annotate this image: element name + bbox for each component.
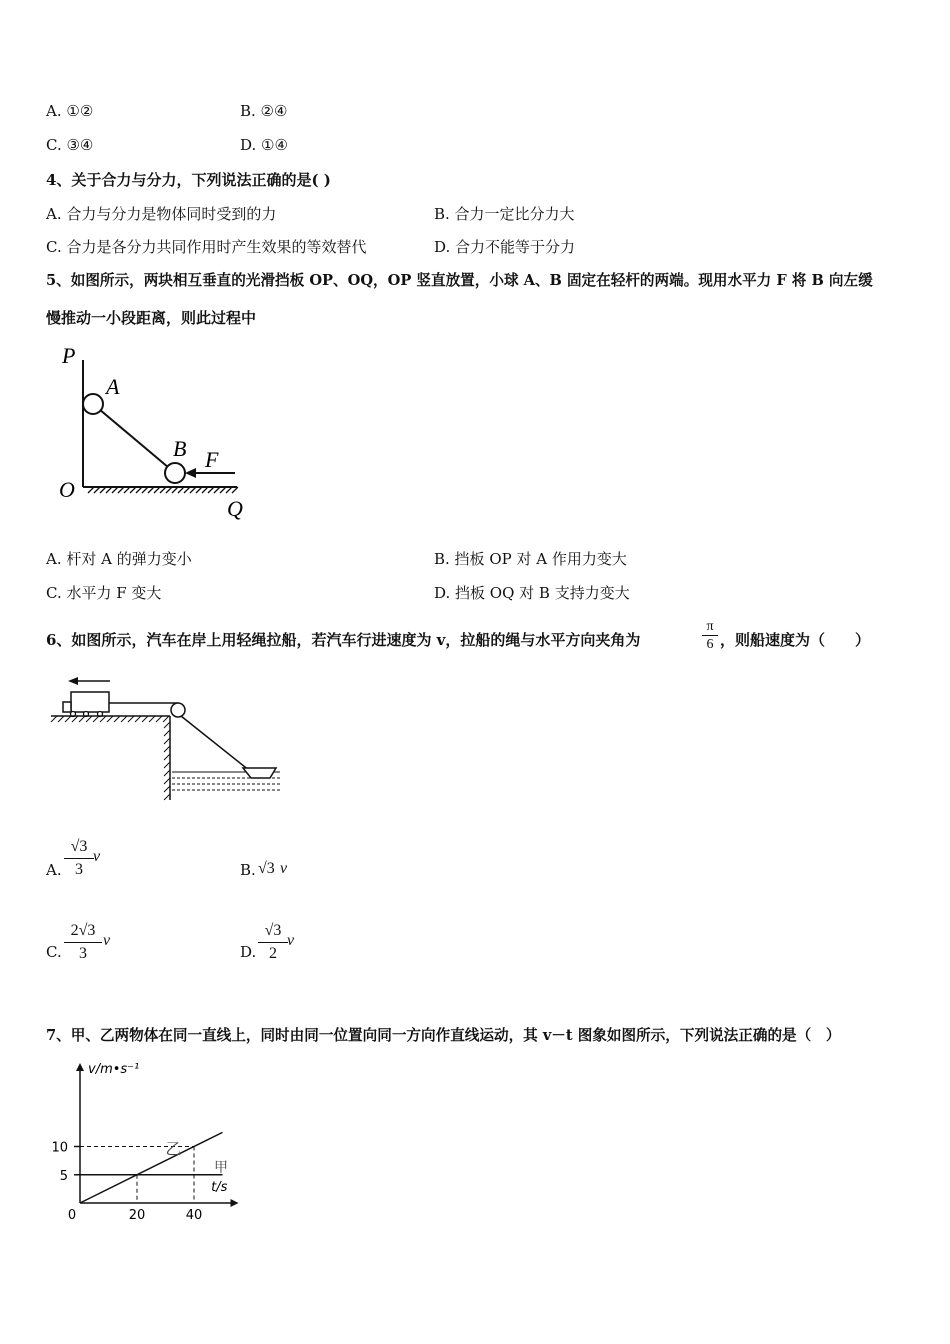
x-axis-arrow: [231, 1199, 239, 1207]
q6-option-a-fraction: [64, 836, 94, 881]
q6-angle-fraction: [702, 618, 718, 653]
q5-stem-line1: 5、如图所示，两块相互垂直的光滑挡板 OP、OQ，OP 竖直放置，小球 A、B 固定在轻杆的两端。现用水平力 F 将 B 向左缓: [46, 272, 873, 289]
direction-arrow: [68, 677, 110, 685]
chart-labels: [51, 1062, 227, 1220]
x-axis-label: t/s: [211, 1180, 228, 1195]
option-a-var: v: [93, 848, 101, 865]
series-line-yi: [80, 1132, 223, 1203]
series-label-jia: 甲: [213, 1159, 228, 1176]
q3-option-d: D. ①④: [240, 136, 288, 154]
label-a: A: [106, 374, 120, 399]
q4-stem: 4、关于合力与分力，下列说法正确的是( ): [46, 171, 331, 189]
chart-series: [80, 1132, 223, 1203]
label-q: Q: [227, 496, 243, 521]
q3-option-a: A. ①②: [46, 102, 94, 120]
option-c-var: v: [103, 932, 111, 949]
q7-stem: 7、甲、乙两物体在同一直线上，同时由同一位置向同一方向作直线运动，其 v－t 图象如图所示，下列说法正确的是（ ）: [46, 1027, 841, 1044]
q5-option-d: D. 挡板 OQ 对 B 支持力变大: [434, 584, 630, 602]
q6-stem-before: 6、如图所示，汽车在岸上用轻绳拉船，若汽车行进速度为 v，拉船的绳与水平方向夹角为: [46, 631, 641, 649]
y-axis-arrow: [76, 1063, 84, 1071]
q6-option-d-label: D.: [240, 943, 257, 961]
option-a-denominator: 3: [64, 858, 94, 881]
boat: [243, 768, 276, 778]
label-o: O: [59, 477, 75, 502]
q6-option-b-label: B.: [240, 861, 256, 879]
ball-b: [165, 463, 185, 483]
q5-option-c: C. 水平力 F 变大: [46, 584, 162, 602]
label-p: P: [62, 343, 76, 368]
option-c-denominator: 3: [64, 942, 102, 965]
q4-option-b: B. 合力一定比分力大: [434, 205, 575, 223]
option-d-numerator: √3: [264, 922, 282, 939]
x-tick-label: 20: [128, 1208, 146, 1220]
option-c-numerator: 2√3: [70, 922, 96, 939]
series-label-yi: 乙: [165, 1139, 182, 1159]
q6-figure: [48, 672, 283, 802]
option-b-expr: √3: [258, 860, 275, 877]
q4-option-d: D. 合力不能等于分力: [434, 238, 576, 256]
x-tick-label: 40: [185, 1208, 203, 1220]
angle-denominator: 6: [702, 635, 718, 653]
vt-chart: [40, 1055, 280, 1220]
q6-option-a-label: A.: [46, 861, 62, 879]
x-tick-label: 0: [67, 1208, 77, 1220]
option-b-var: v: [280, 860, 288, 877]
q6-option-d-fraction: [258, 920, 288, 965]
rope-slant: [181, 716, 250, 771]
option-a-numerator: √3: [70, 838, 88, 855]
q6-stem-after: ，则船速度为（ ）: [720, 631, 871, 649]
label-b: B: [173, 436, 187, 461]
q5-option-b: B. 挡板 OP 对 A 作用力变大: [434, 550, 627, 568]
bank: [51, 716, 170, 800]
q3-option-c: C. ③④: [46, 136, 94, 154]
pulley: [171, 703, 185, 717]
y-axis-label: v/m•s⁻¹: [88, 1062, 140, 1077]
angle-numerator: π: [706, 619, 714, 634]
option-d-denominator: 2: [258, 942, 288, 965]
car: [63, 692, 109, 717]
option-d-var: v: [287, 932, 295, 949]
label-f: F: [205, 447, 219, 472]
q5-figure: [55, 340, 255, 525]
q5-stem-line2: 慢推动一小段距离，则此过程中: [46, 309, 257, 327]
q4-option-a: A. 合力与分力是物体同时受到的力: [46, 205, 277, 223]
q5-option-a: A. 杆对 A 的弹力变小: [46, 550, 192, 568]
y-tick-label: 5: [59, 1168, 68, 1184]
ground-oq: [83, 487, 238, 493]
q6-option-c-fraction: [64, 920, 102, 965]
q3-option-b: B. ②④: [240, 102, 288, 120]
q4-option-c: C. 合力是各分力共同作用时产生效果的等效替代: [46, 238, 367, 256]
ball-a: [83, 394, 103, 414]
q6-option-c-label: C.: [46, 943, 62, 961]
light-rod: [93, 404, 175, 473]
y-tick-label: 10: [51, 1140, 68, 1156]
